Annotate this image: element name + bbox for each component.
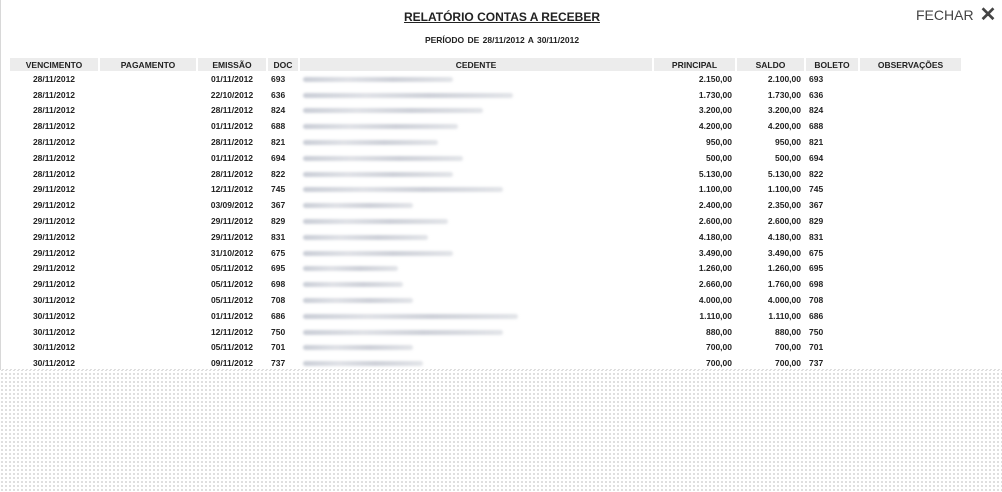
balance-cell: 1.260,00: [767, 263, 801, 274]
redacted-name: [303, 124, 458, 129]
cedente-cell: [300, 340, 652, 356]
cedente-cell: [300, 213, 652, 229]
boleto-cell: 829: [809, 216, 824, 227]
issue-date-cell: 05/11/2012: [210, 279, 254, 290]
boleto-cell: 698: [809, 279, 824, 290]
redacted-name: [303, 187, 503, 192]
boleto-cell: 694: [809, 152, 824, 163]
doc-cell: 822: [271, 168, 286, 179]
balance-cell: 1.730,00: [767, 89, 801, 100]
balance-cell: 1.760,00: [767, 279, 801, 290]
payment-date-cell: [100, 292, 196, 308]
principal-cell: 700,00: [706, 342, 732, 353]
redacted-name: [303, 77, 453, 82]
redacted-name: [303, 282, 403, 287]
boleto-cell: 636: [809, 89, 824, 100]
doc-cell: 737: [271, 358, 286, 369]
redacted-name: [303, 330, 503, 335]
payment-date-cell: [100, 134, 196, 150]
dotted-overlay: [1, 368, 1002, 370]
redacted-name: [303, 203, 413, 208]
table-row[interactable]: [10, 292, 961, 308]
doc-cell: 829: [271, 216, 286, 227]
due-date-cell: 29/11/2012: [32, 184, 76, 195]
table-row[interactable]: [10, 182, 961, 198]
payment-date-cell: [100, 182, 196, 198]
balance-cell: 2.350,00: [767, 200, 801, 211]
issue-date-cell: 28/11/2012: [210, 168, 254, 179]
table-body: [10, 71, 961, 370]
table-row[interactable]: [10, 229, 961, 245]
issue-date-cell: 12/11/2012: [210, 326, 254, 337]
boleto-cell: 822: [809, 168, 824, 179]
report-title: RELATÓRIO CONTAS A RECEBER: [403, 10, 600, 24]
col-vencimento-header: VENCIMENTO: [10, 58, 98, 71]
cedente-cell: [300, 292, 652, 308]
issue-date-cell: 01/11/2012: [210, 73, 254, 84]
close-button[interactable]: [916, 6, 996, 24]
observations-cell: [860, 292, 961, 308]
observations-cell: [860, 308, 961, 324]
observations-cell: [860, 118, 961, 134]
table-row[interactable]: [10, 213, 961, 229]
due-date-cell: 28/11/2012: [32, 89, 76, 100]
observations-cell: [860, 103, 961, 119]
principal-cell: 950,00: [706, 137, 732, 148]
close-label: FECHAR: [916, 7, 974, 23]
doc-cell: 675: [271, 247, 286, 258]
table-row[interactable]: [10, 324, 961, 340]
principal-cell: 880,00: [706, 326, 732, 337]
payment-date-cell: [100, 308, 196, 324]
table-row[interactable]: [10, 71, 961, 87]
observations-cell: [860, 276, 961, 292]
observations-cell: [860, 340, 961, 356]
balance-cell: 500,00: [775, 152, 801, 163]
observations-cell: [860, 71, 961, 87]
payment-date-cell: [100, 118, 196, 134]
boleto-cell: 367: [809, 200, 824, 211]
redacted-name: [303, 156, 463, 161]
cedente-cell: [300, 324, 652, 340]
boleto-cell: 750: [809, 326, 824, 337]
col-emissao-header: EMISSÃO: [198, 58, 266, 71]
col-principal-header: PRINCIPAL: [654, 58, 735, 71]
issue-date-cell: 28/11/2012: [210, 105, 254, 116]
table-row[interactable]: [10, 245, 961, 261]
issue-date-cell: 05/11/2012: [210, 263, 254, 274]
payment-date-cell: [100, 213, 196, 229]
issue-date-cell: 01/11/2012: [210, 121, 254, 132]
doc-cell: 698: [271, 279, 286, 290]
doc-cell: 701: [271, 342, 286, 353]
cedente-cell: [300, 134, 652, 150]
issue-date-cell: 01/11/2012: [210, 152, 254, 163]
boleto-cell: 695: [809, 263, 824, 274]
table-row[interactable]: [10, 134, 961, 150]
principal-cell: 1.100,00: [698, 184, 732, 195]
observations-cell: [860, 324, 961, 340]
redacted-name: [303, 219, 448, 224]
cedente-cell: [300, 197, 652, 213]
balance-cell: 4.180,00: [767, 231, 801, 242]
issue-date-cell: 03/09/2012: [210, 200, 254, 211]
boleto-cell: 708: [809, 295, 824, 306]
observations-cell: [860, 213, 961, 229]
table-header-row: [10, 58, 961, 71]
principal-cell: 1.730,00: [698, 89, 732, 100]
due-date-cell: 30/11/2012: [32, 358, 76, 369]
balance-cell: 3.200,00: [767, 105, 801, 116]
observations-cell: [860, 134, 961, 150]
boleto-cell: 831: [809, 231, 824, 242]
table-row[interactable]: [10, 308, 961, 324]
cedente-cell: [300, 308, 652, 324]
principal-cell: 4.200,00: [698, 121, 732, 132]
observations-cell: [860, 245, 961, 261]
col-observacoes-header: OBSERVAÇÕES: [860, 58, 961, 71]
balance-cell: 3.490,00: [767, 247, 801, 258]
due-date-cell: 29/11/2012: [32, 200, 76, 211]
due-date-cell: 28/11/2012: [32, 121, 76, 132]
due-date-cell: 28/11/2012: [32, 73, 76, 84]
due-date-cell: 29/11/2012: [32, 216, 76, 227]
redacted-name: [303, 172, 453, 177]
redacted-name: [303, 298, 413, 303]
payment-date-cell: [100, 150, 196, 166]
col-saldo-header: SALDO: [737, 58, 804, 71]
balance-cell: 4.200,00: [767, 121, 801, 132]
doc-cell: 821: [271, 137, 286, 148]
balance-cell: 2.600,00: [767, 216, 801, 227]
principal-cell: 1.260,00: [698, 263, 732, 274]
col-cedente-header: CEDENTE: [300, 58, 652, 71]
doc-cell: 831: [271, 231, 286, 242]
payment-date-cell: [100, 87, 196, 103]
issue-date-cell: 05/11/2012: [210, 295, 254, 306]
table-row[interactable]: [10, 118, 961, 134]
due-date-cell: 30/11/2012: [32, 342, 76, 353]
cedente-cell: [300, 166, 652, 182]
balance-cell: 700,00: [775, 358, 801, 369]
cedente-cell: [300, 71, 652, 87]
cedente-cell: [300, 229, 652, 245]
due-date-cell: 28/11/2012: [32, 137, 76, 148]
issue-date-cell: 29/11/2012: [210, 216, 254, 227]
redacted-name: [303, 93, 513, 98]
principal-cell: 2.600,00: [698, 216, 732, 227]
boleto-cell: 686: [809, 310, 824, 321]
balance-cell: 1.100,00: [767, 184, 801, 195]
payment-date-cell: [100, 276, 196, 292]
payment-date-cell: [100, 197, 196, 213]
table-row[interactable]: [10, 150, 961, 166]
payment-date-cell: [100, 229, 196, 245]
payment-date-cell: [100, 166, 196, 182]
doc-cell: 693: [271, 73, 286, 84]
payment-date-cell: [100, 71, 196, 87]
cedente-cell: [300, 87, 652, 103]
table-row[interactable]: [10, 87, 961, 103]
doc-cell: 636: [271, 89, 286, 100]
table-row[interactable]: [10, 261, 961, 277]
balance-cell: 880,00: [775, 326, 801, 337]
principal-cell: 4.180,00: [698, 231, 732, 242]
boleto-cell: 745: [809, 184, 824, 195]
due-date-cell: 29/11/2012: [32, 279, 76, 290]
cedente-cell: [300, 276, 652, 292]
principal-cell: 500,00: [706, 152, 732, 163]
principal-cell: 5.130,00: [698, 168, 732, 179]
issue-date-cell: 22/10/2012: [210, 89, 254, 100]
observations-cell: [860, 87, 961, 103]
principal-cell: 4.000,00: [698, 295, 732, 306]
issue-date-cell: 05/11/2012: [210, 342, 254, 353]
payment-date-cell: [100, 103, 196, 119]
observations-cell: [860, 150, 961, 166]
doc-cell: 750: [271, 326, 286, 337]
principal-cell: 2.400,00: [698, 200, 732, 211]
payment-date-cell: [100, 245, 196, 261]
principal-cell: 2.150,00: [698, 73, 732, 84]
observations-cell: [860, 261, 961, 277]
cedente-cell: [300, 261, 652, 277]
balance-cell: 4.000,00: [767, 295, 801, 306]
table-row[interactable]: [10, 197, 961, 213]
due-date-cell: 29/11/2012: [32, 247, 76, 258]
balance-cell: 1.110,00: [768, 310, 801, 321]
doc-cell: 745: [271, 184, 286, 195]
principal-cell: 3.200,00: [698, 105, 732, 116]
due-date-cell: 28/11/2012: [32, 152, 76, 163]
balance-cell: 2.100,00: [767, 73, 801, 84]
observations-cell: [860, 166, 961, 182]
principal-cell: 1.110,00: [699, 310, 732, 321]
observations-cell: [860, 229, 961, 245]
boleto-cell: 701: [809, 342, 824, 353]
redacted-name: [303, 266, 398, 271]
cedente-cell: [300, 150, 652, 166]
payment-date-cell: [100, 324, 196, 340]
due-date-cell: 29/11/2012: [32, 231, 76, 242]
cedente-cell: [300, 118, 652, 134]
cedente-cell: [300, 182, 652, 198]
receivables-table: [8, 58, 963, 370]
doc-cell: 708: [271, 295, 286, 306]
cedente-cell: [300, 245, 652, 261]
due-date-cell: 29/11/2012: [32, 263, 76, 274]
col-boleto-header: BOLETO: [806, 58, 858, 71]
redacted-name: [303, 361, 423, 366]
issue-date-cell: 01/11/2012: [210, 310, 254, 321]
doc-cell: 694: [271, 152, 286, 163]
due-date-cell: 30/11/2012: [32, 295, 76, 306]
col-pagamento-header: PAGAMENTO: [100, 58, 196, 71]
boleto-cell: 737: [809, 358, 824, 369]
cedente-cell: [300, 103, 652, 119]
due-date-cell: 30/11/2012: [32, 326, 76, 337]
principal-cell: 700,00: [706, 358, 732, 369]
table-row[interactable]: [10, 166, 961, 182]
redacted-name: [303, 251, 453, 256]
issue-date-cell: 12/11/2012: [210, 184, 254, 195]
balance-cell: 5.130,00: [767, 168, 801, 179]
redacted-name: [303, 345, 413, 350]
issue-date-cell: 09/11/2012: [210, 358, 254, 369]
due-date-cell: 28/11/2012: [32, 168, 76, 179]
principal-cell: 3.490,00: [698, 247, 732, 258]
close-icon: ✕: [979, 4, 997, 26]
issue-date-cell: 29/11/2012: [210, 231, 254, 242]
payment-date-cell: [100, 261, 196, 277]
table-row[interactable]: [10, 103, 961, 119]
issue-date-cell: 28/11/2012: [210, 137, 254, 148]
doc-cell: 688: [271, 121, 286, 132]
payment-date-cell: [100, 340, 196, 356]
boleto-cell: 824: [809, 105, 824, 116]
issue-date-cell: 31/10/2012: [210, 247, 254, 258]
redacted-name: [303, 235, 428, 240]
observations-cell: [860, 182, 961, 198]
balance-cell: 950,00: [775, 137, 801, 148]
redacted-name: [303, 140, 438, 145]
table-row[interactable]: [10, 276, 961, 292]
boleto-cell: 675: [809, 247, 824, 258]
table-row[interactable]: [10, 340, 961, 356]
observations-cell: [860, 197, 961, 213]
boleto-cell: 693: [809, 73, 824, 84]
doc-cell: 695: [271, 263, 286, 274]
due-date-cell: 28/11/2012: [32, 105, 76, 116]
doc-cell: 686: [271, 310, 286, 321]
balance-cell: 700,00: [775, 342, 801, 353]
report-period: PERÍODO DE 28/11/2012 A 30/11/2012: [424, 35, 580, 45]
redacted-name: [303, 108, 483, 113]
principal-cell: 2.660,00: [698, 279, 732, 290]
due-date-cell: 30/11/2012: [32, 310, 76, 321]
col-doc-header: DOC: [268, 58, 298, 71]
boleto-cell: 688: [809, 121, 824, 132]
doc-cell: 824: [271, 105, 286, 116]
redacted-name: [303, 314, 518, 319]
boleto-cell: 821: [809, 137, 824, 148]
doc-cell: 367: [271, 200, 286, 211]
